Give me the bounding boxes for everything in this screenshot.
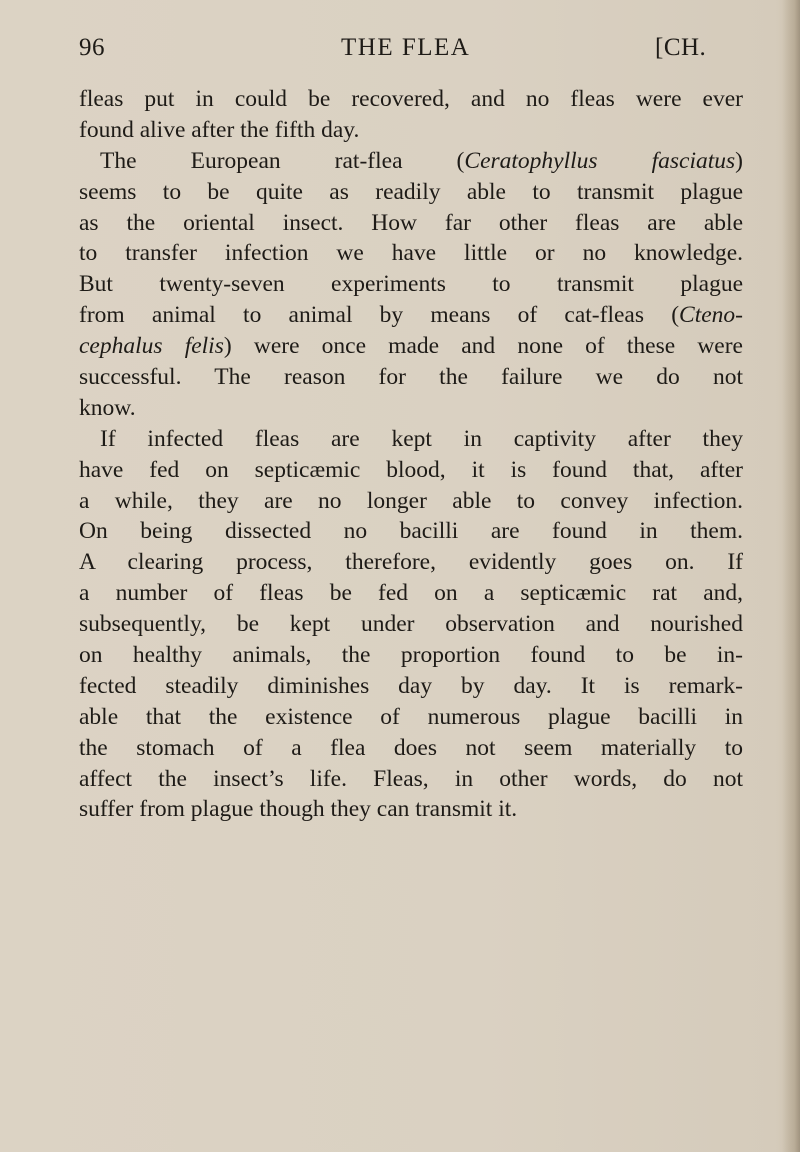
line-segment: )	[735, 147, 743, 174]
text-line	[79, 146, 743, 177]
text-line: to transfer infection we have little or no knowledge.	[79, 240, 743, 267]
text-line	[79, 331, 743, 362]
text-line: successful. The reason for the failure we do not	[79, 364, 743, 391]
text-line: On being dissected no bacilli are found in them.	[79, 518, 743, 545]
italic-species-name: cephalus felis	[79, 333, 224, 360]
chapter-marker: [CH.	[655, 34, 707, 61]
body-text	[79, 84, 743, 825]
text-line: fected steadily diminishes day by day. It is remark-	[79, 672, 743, 699]
text-line: have fed on septicæmic blood, it is found that, after	[79, 456, 743, 483]
page-edge-shadow	[782, 0, 800, 1152]
text-line: subsequently, be kept under observation and nourished	[79, 611, 743, 638]
text-line: If infected fleas are kept in captivity after they	[100, 425, 743, 452]
text-line: affect the insect’s life. Fleas, in other words, do not	[79, 765, 743, 792]
text-line: on healthy animals, the proportion found to be in-	[79, 642, 743, 669]
italic-species-name: Ceratophyllus fasciatus	[464, 147, 736, 174]
line-segment: ) were once made and none of these were	[223, 333, 743, 360]
text-line	[79, 300, 743, 331]
text-line: know.	[79, 394, 136, 421]
italic-species-name: Cteno-	[679, 302, 743, 329]
text-line: But twenty-seven experiments to transmit plague	[79, 271, 743, 298]
running-head	[79, 34, 739, 68]
text-line: a while, they are no longer able to convey infection.	[79, 487, 743, 514]
running-title: THE FLEA	[341, 34, 471, 61]
text-line: able that the existence of numerous plague bacilli in	[79, 703, 743, 730]
page-number: 96	[79, 34, 105, 61]
text-line: as the oriental insect. How far other fleas are able	[79, 209, 743, 236]
text-line: seems to be quite as readily able to transmit plague	[79, 178, 743, 205]
line-segment: The European rat-flea (	[100, 147, 465, 174]
line-segment: from animal to animal by means of cat-fleas (	[79, 302, 680, 329]
text-line: a number of fleas be fed on a septicæmic rat and,	[79, 580, 743, 607]
text-line: suffer from plague though they can transmit it.	[79, 796, 518, 823]
text-line: the stomach of a flea does not seem materially to	[79, 734, 743, 761]
text-line: fleas put in could be recovered, and no fleas were ever	[79, 86, 743, 112]
text-line: found alive after the fifth day.	[79, 116, 360, 143]
text-line: A clearing process, therefore, evidently goes on. If	[79, 549, 743, 576]
